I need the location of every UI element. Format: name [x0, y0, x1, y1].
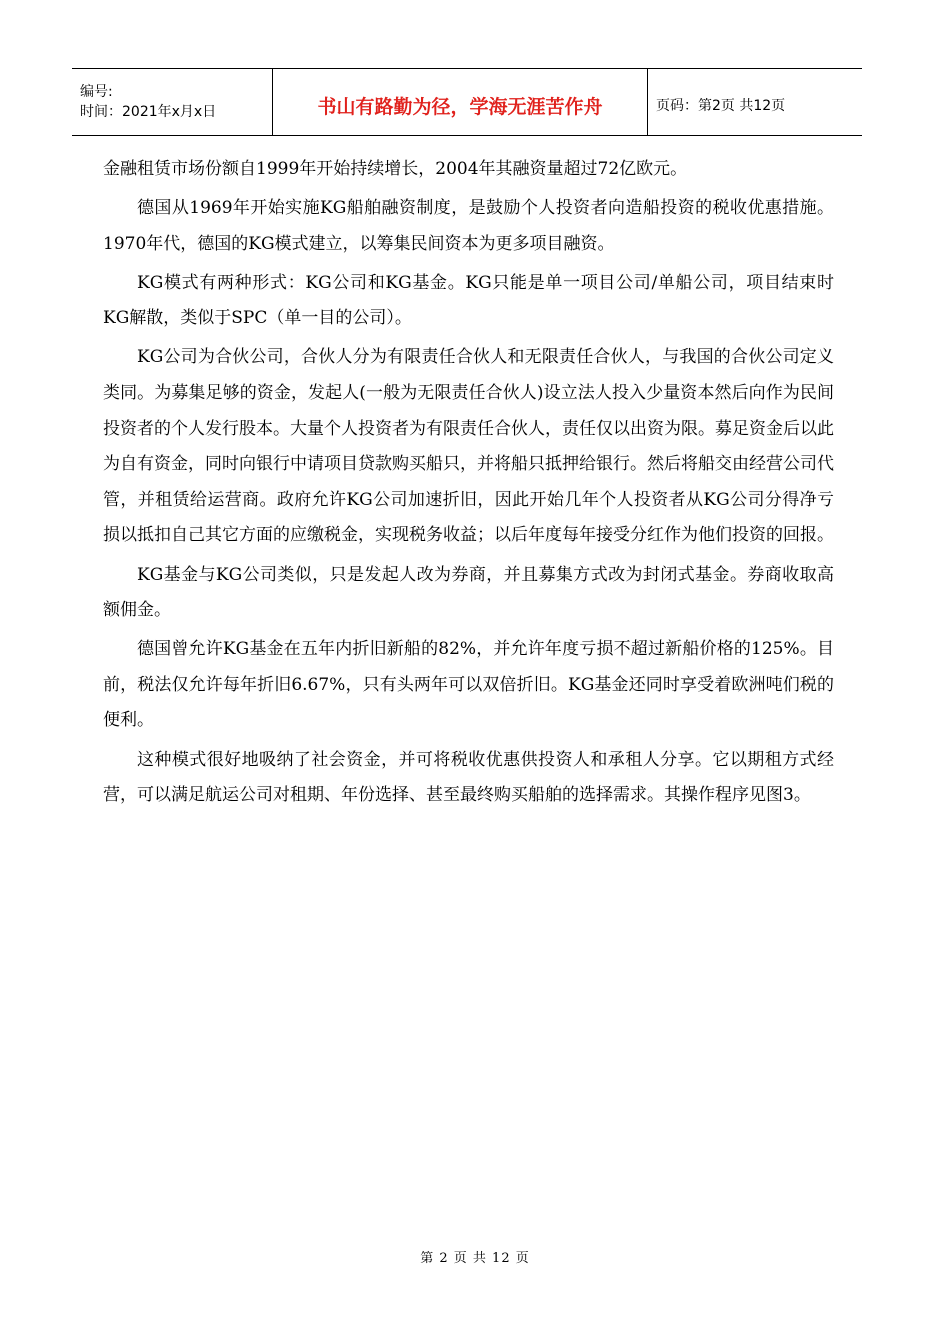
paragraph: KG公司为合伙公司，合伙人分为有限责任合伙人和无限责任合伙人，与我国的合伙公司定义类同。为募集足够的资金，发起人(一般为无限责任合伙人)设立法人投入少量资本然后向作为民间投资者的个人发行股本。大量个人投资者为有限责任合伙人，责任仅以出资为限。募足资金后以此为自有资金，同时向银行中请项目贷款购买船只，并将船只抵押给银行。然后将船交由经营公司代管，并租赁给运营商。政府允许KG公司加速折旧，因此开始几年个人投资者从KG公司分得净亏损以抵扣自己其它方面的应缴税金，实现税务收益；以后年度每年接受分红作为他们投资的回报。 — [103, 347, 834, 546]
header-motto: 书山有路勤为径，学海无涯苦作舟 — [317, 95, 603, 118]
paragraph: 这种模式很好地吸纳了社会资金，并可将税收优惠供投资人和承租人分享。它以期租方式经营，可以满足航运公司对租期、年份选择、甚至最终购买船舶的选择需求。其操作程序见图3。 — [103, 749, 834, 806]
paragraph: KG模式有两种形式：KG公司和KG基金。KG只能是单一项目公司/单船公司，项目结束时KG解散，类似于SPC（单一目的公司）。 — [103, 272, 834, 329]
document-body — [103, 152, 834, 817]
header-motto-cell — [273, 69, 648, 135]
header-table — [72, 68, 862, 136]
paragraph: 德国曾允许KG基金在五年内折旧新船的82%，并允许年度亏损不超过新船价格的125%。目前，税法仅允许每年折旧6.67%，只有头两年可以双倍折旧。KG基金还同时享受着欧洲吨们税的便利。 — [103, 639, 834, 731]
paragraph: 金融租赁市场份额自1999年开始持续增长，2004年其融资量超过72亿欧元。 — [103, 159, 688, 179]
document-number-label: 编号: — [80, 84, 113, 100]
header-page-number: 页码：第2页 共12页 — [656, 98, 786, 114]
document-time-label: 时间：2021年x月x日 — [80, 104, 217, 120]
header-page-cell — [648, 69, 862, 135]
header-meta-cell — [72, 69, 273, 135]
paragraph: 德国从1969年开始实施KG船舶融资制度，是鼓励个人投资者向造船投资的税收优惠措施。1970年代，德国的KG模式建立，以筹集民间资本为更多项目融资。 — [103, 198, 834, 254]
paragraph: KG基金与KG公司类似，只是发起人改为券商，并且募集方式改为封闭式基金。券商收取高额佣金。 — [103, 564, 834, 621]
page-footer: 第 2 页 共 12 页 — [420, 1251, 530, 1266]
